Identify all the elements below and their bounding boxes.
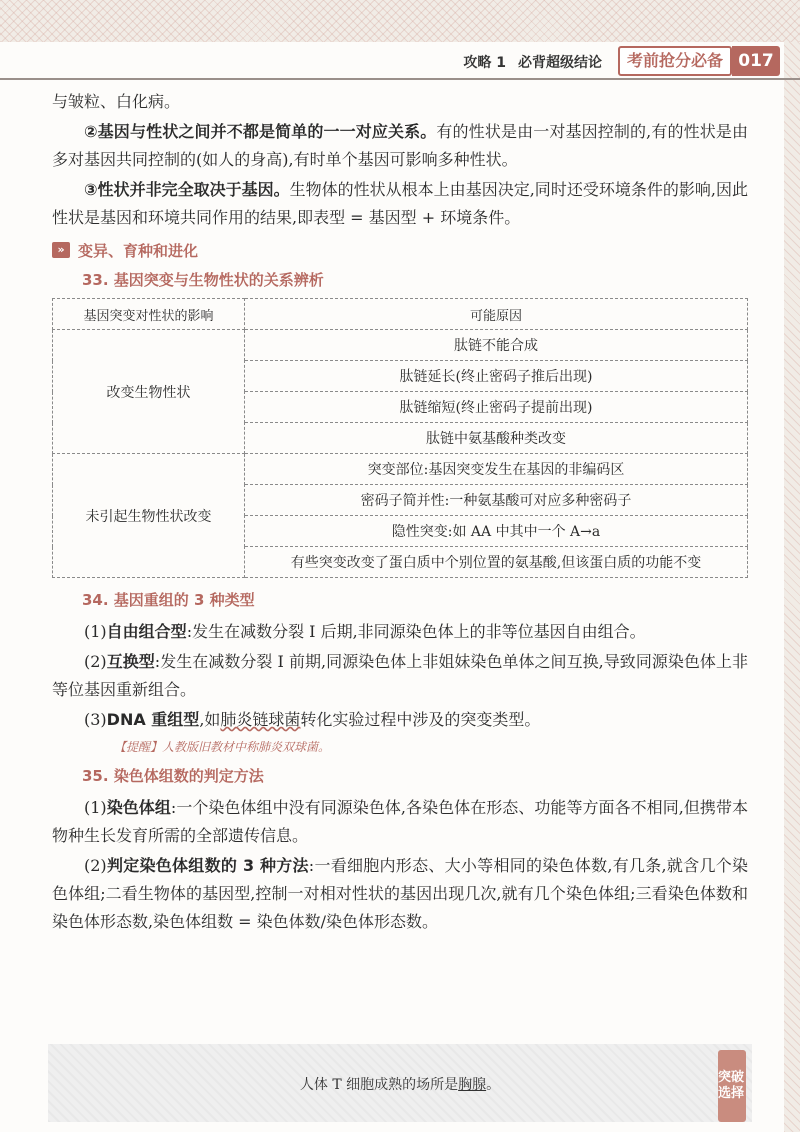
chapter-subtitle: 必背超级结论 [518,55,602,71]
section-heading-text: 变异、育种和进化 [78,241,199,260]
recombination-type-1-bold: 自由组合型 [106,622,187,641]
table-row [53,454,748,485]
recombination-type-2-bold: 互换型 [106,652,155,671]
footer-answer: 胸腺 [458,1077,487,1093]
table-row [53,330,748,361]
table-header-row [53,299,748,330]
recombination-type-2-text: :发生在减数分裂 Ⅰ 前期,同源染色体上非姐妹染色单体之间互换,导致同源染色体上非等位基因重新组合。 [52,652,748,699]
footer-text-post: 。 [486,1077,501,1093]
intro-point-3-bold: ③性状并非完全取决于基因。 [84,180,290,199]
header-badge: 考前抢分必备 [618,46,732,76]
recombination-type-2 [52,648,748,704]
recombination-type-1-text: :发生在减数分裂 Ⅰ 后期,非同源染色体上的非等位基因自由组合。 [186,622,646,641]
topic-33-title: 33. 基因突变与生物性状的关系辨析 [82,271,324,289]
double-chevron-icon: » [52,242,70,258]
item-number: (2) [84,652,107,671]
intro-point-2-text: 有的性状是由一对基因控制的,有的性状是由多对基因共同控制的(如人的身高),有时单个基因可影响多种性状。 [52,122,748,169]
table-cell: 突变部位:基因突变发生在基因的非编码区 [245,454,748,485]
methods-text: :一看细胞内形态、大小等相同的染色体数,有几条,就含几个染色体组;二看生物体的基因型,控制一对相对性状的基因出现几次,就有几个染色体组;三看染色体数和染色体形态数,染色体组数 = 染色体数/染色体形态数。 [52,856,748,931]
methods-bold: 判定染色体组数的 3 种方法 [106,856,309,875]
chromosome-set-definition [52,794,748,850]
reminder-note: 【提醒】人教版旧教材中称肺炎双球菌。 [114,740,331,754]
recombination-type-3-bold: DNA 重组型 [106,710,200,729]
footer-quiz-box [48,1044,752,1122]
breakthrough-tab: 突破选择 [718,1050,746,1122]
table-cell: 肽链不能合成 [245,330,748,361]
item-number: (2) [84,856,107,875]
chromosome-set-text: :一个染色体组中没有同源染色体,各染色体在形态、功能等方面各不相同,但携带本物种生长发育所需的全部遗传信息。 [52,798,748,845]
intro-point-2-bold: ②基因与性状之间并不都是简单的一一对应关系。 [84,122,437,141]
table-cell: 肽链缩短(终止密码子提前出现) [245,392,748,423]
intro-point-3-text: 生物体的性状从根本上由基因决定,同时还受环境条件的影响,因此性状是基因和环境共同作用的结果,即表型 = 基因型 + 环境条件。 [52,180,748,227]
item-number: (3) [84,710,107,729]
chromosome-set-methods [52,852,748,936]
table-cell: 肽链中氨基酸种类改变 [245,423,748,454]
pneumococcus-term: 肺炎链球菌 [220,710,301,729]
intro-point-2 [52,118,748,174]
mutation-effects-table [52,298,748,578]
group-no-trait-change: 未引起生物性状改变 [53,454,245,578]
recombination-type-3-text: 转化实验过程中涉及的突变类型。 [300,710,541,729]
chapter-label: 攻略 1 [463,55,506,71]
item-number: (1) [84,622,107,641]
recombination-type-3 [52,706,748,734]
recombination-type-3-pre: ,如 [199,710,221,729]
page-content [52,88,748,938]
table-cell: 密码子简并性:一种氨基酸可对应多种密码子 [245,485,748,516]
topic-34-title: 34. 基因重组的 3 种类型 [82,591,255,609]
section-heading [52,236,748,264]
page-number: 017 [732,46,780,76]
topic-35-title: 35. 染色体组数的判定方法 [82,767,264,785]
item-number: (1) [84,798,107,817]
header-rule [0,78,800,80]
table-cell: 隐性突变:如 AA 中其中一个 A→a [245,516,748,547]
footer-quiz-text [48,1074,752,1094]
chromosome-set-bold: 染色体组 [106,798,171,817]
intro-point-3 [52,176,748,232]
recombination-type-1 [52,618,748,646]
running-header [463,52,602,72]
top-decorative-band [0,0,800,42]
table-header-effect: 基因突变对性状的影响 [53,299,245,330]
table-cell: 有些突变改变了蛋白质中个别位置的氨基酸,但该蛋白质的功能不变 [245,547,748,578]
intro-continuation: 与皱粒、白化病。 [52,92,181,111]
table-header-cause: 可能原因 [245,299,748,330]
right-decorative-strip [784,42,800,1132]
group-changes-trait: 改变生物性状 [53,330,245,454]
footer-text-pre: 人体 T 细胞成熟的场所是 [299,1077,459,1093]
table-cell: 肽链延长(终止密码子推后出现) [245,361,748,392]
